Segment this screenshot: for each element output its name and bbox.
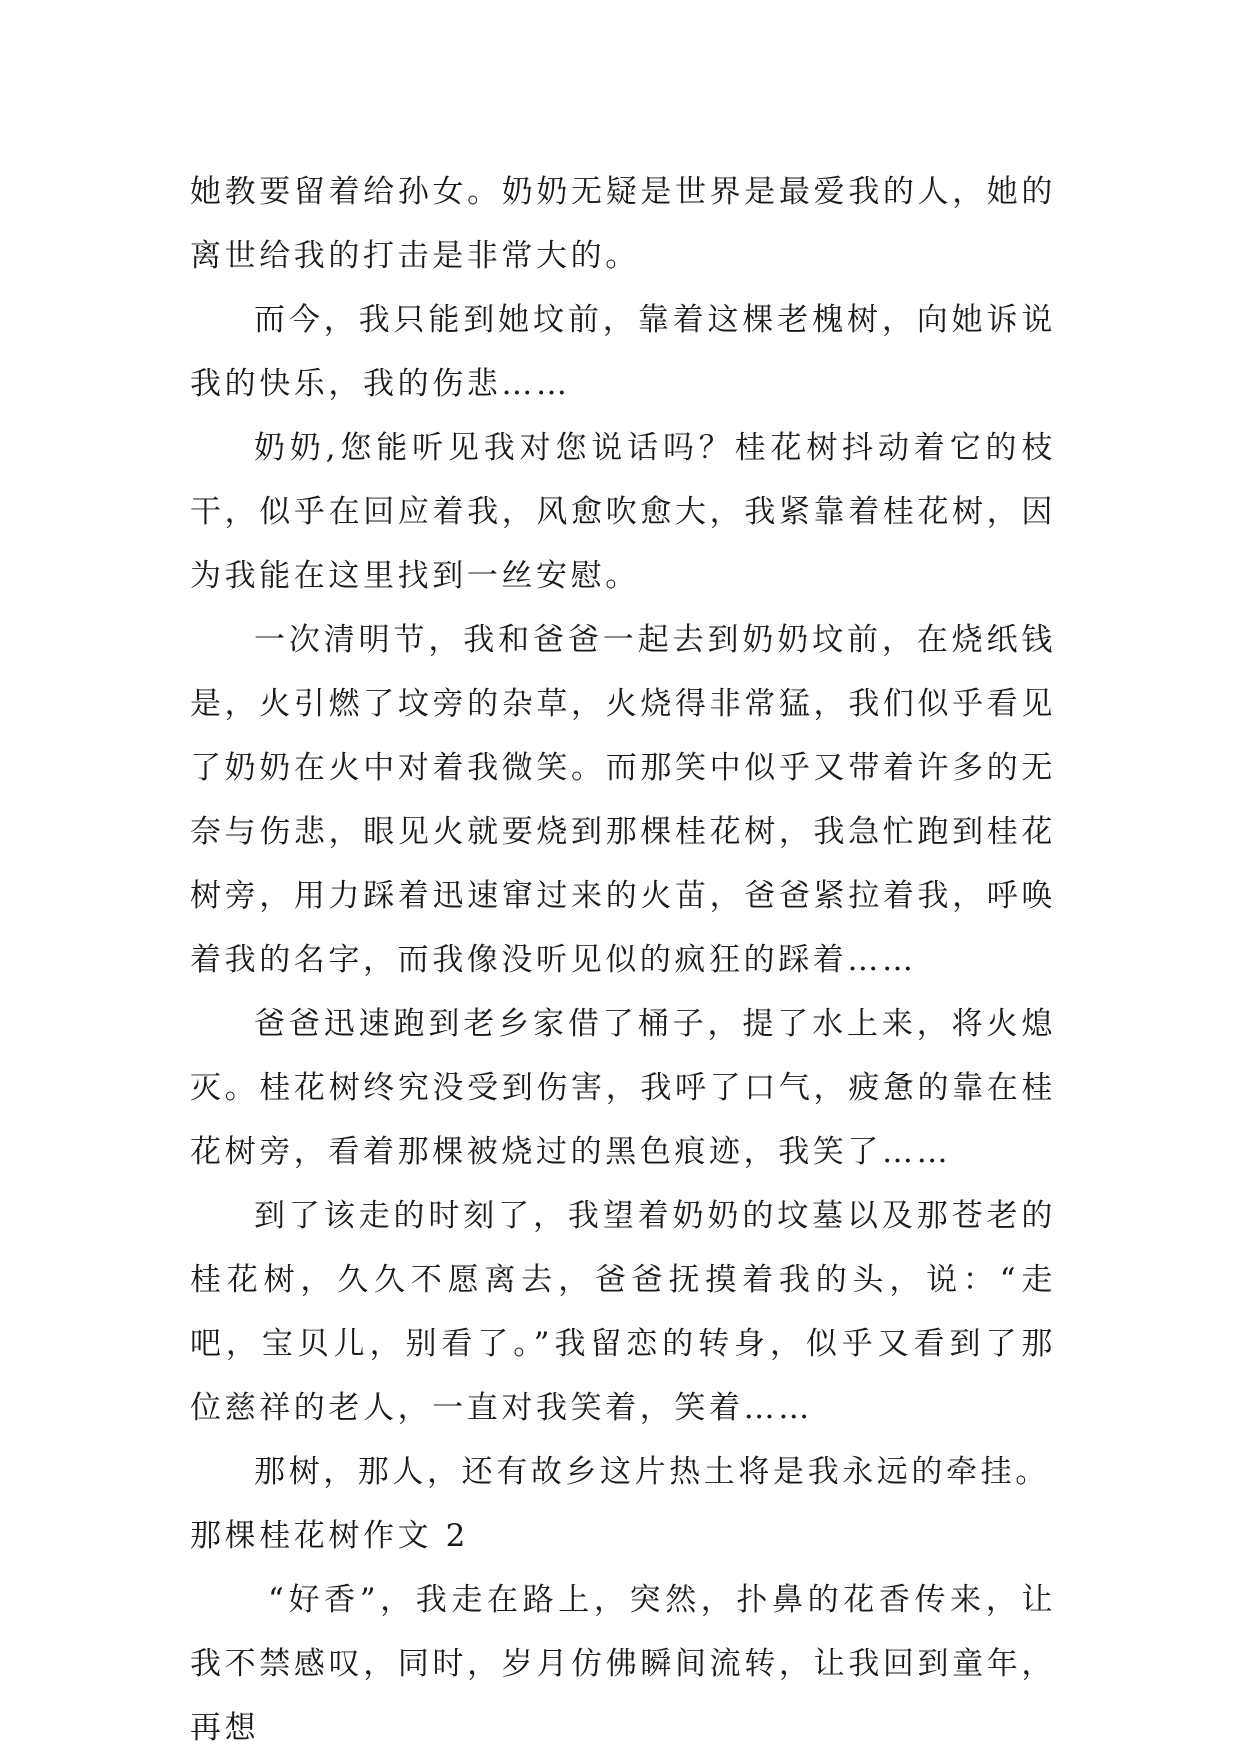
paragraph-1: 她教要留着给孙女。奶奶无疑是世界是最爱我的人，她的离世给我的打击是非常大的。 (190, 174, 1056, 274)
paragraph-7: 那树，那人，还有故乡这片热土将是我永远的牵挂。 (254, 1454, 1050, 1490)
paragraph-4: 一次清明节，我和爸爸一起去到奶奶坟前，在烧纸钱是，火引燃了坟旁的杂草，火烧得非常猛，我们似乎看见了奶奶在火中对着我微笑。而那笑中似乎又带着许多的无奈与伤悲，眼见火就要烧到那棵桂花树，我急忙跑到桂花树旁，用力踩着迅速窜过来的火苗，爸爸紧拉着我，呼唤着我的名字，而我像没听见似的疯狂的踩着…… (190, 622, 1056, 978)
paragraph-3: 奶奶,您能听见我对您说话吗？桂花树抖动着它的枝干，似乎在回应着我，风愈吹愈大，我紧靠着桂花树，因为我能在这里找到一丝安慰。 (190, 430, 1056, 594)
paragraph-2: 而今，我只能到她坟前，靠着这棵老槐树，向她诉说我的快乐，我的伤悲…… (190, 302, 1056, 402)
paragraph-6: 到了该走的时刻了，我望着奶奶的坟墓以及那苍老的桂花树，久久不愿离去，爸爸抚摸着我的头，说：“走吧，宝贝儿，别看了。”我留恋的转身，似乎又看到了那位慈祥的老人，一直对我笑着，笑着…… (190, 1198, 1056, 1426)
document-body (190, 160, 1056, 1760)
paragraph-8: “好香”，我走在路上，突然，扑鼻的花香传来，让我不禁感叹，同时，岁月仿佛瞬间流转，让我回到童年，再想 (190, 1582, 1056, 1746)
section-title: 那棵桂花树作文 2 (190, 1518, 469, 1554)
paragraph-5: 爸爸迅速跑到老乡家借了桶子，提了水上来，将火熄灭。桂花树终究没受到伤害，我呼了口气，疲惫的靠在桂花树旁，看着那棵被烧过的黑色痕迹，我笑了…… (190, 1006, 1056, 1170)
